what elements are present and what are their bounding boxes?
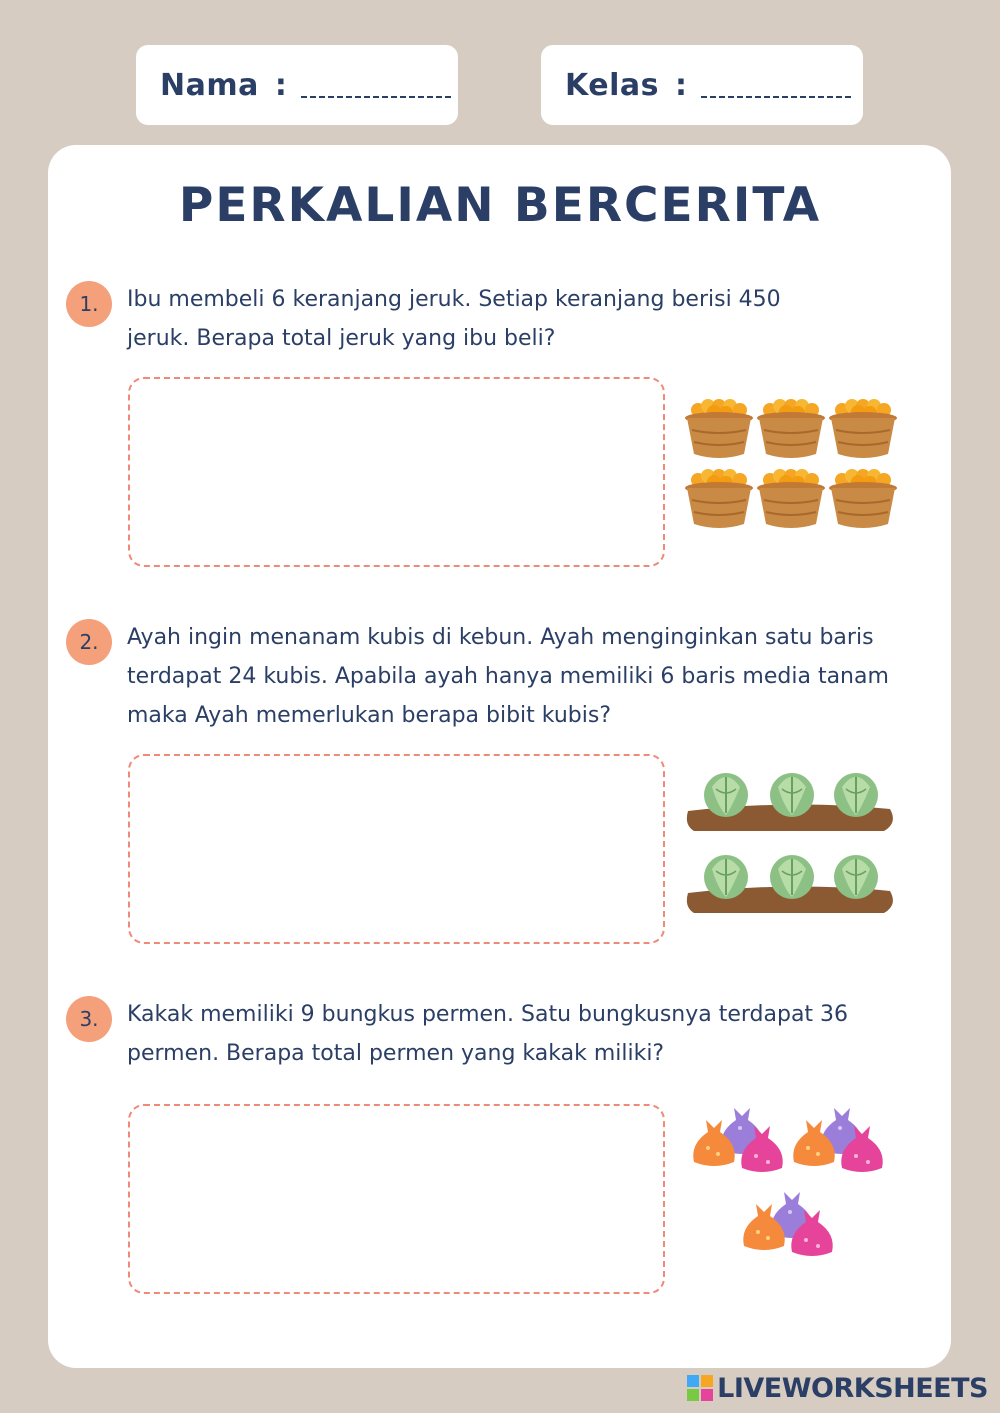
class-input-line[interactable] [701,96,853,98]
question-3-badge: 3. [66,996,112,1042]
answer-box-3[interactable] [128,1104,665,1294]
page-title: PERKALIAN BERCERITA [178,178,822,233]
name-input-line[interactable] [301,96,453,98]
answer-box-1[interactable] [128,377,665,567]
name-field-box [136,45,458,125]
question-2-text: Ayah ingin menanam kubis di kebun. Ayah menginginkan satu baris terdapat 24 kubis. Apabila ayah hanya memiliki 6 baris media tanam maka Ayah memerlukan berapa bibit kubis? [127,625,889,728]
question-1-text: Ibu membeli 6 keranjang jeruk. Setiap keranjang berisi 450 jeruk. Berapa total jeruk yang ibu beli? [127,287,781,351]
cabbage-rows-icon [684,765,900,925]
question-3-text: Kakak memiliki 9 bungkus permen. Satu bungkusnya terdapat 36 permen. Berapa total permen yang kakak miliki? [127,1002,849,1066]
class-colon: : [674,67,687,103]
question-2-badge: 2. [66,619,112,665]
name-colon: : [274,67,287,103]
answer-box-2[interactable] [128,754,665,944]
orange-baskets-icon [684,396,900,536]
class-label: Kelas [565,67,659,103]
brand-name: LIVEWORKSHEETS [717,1372,988,1404]
question-1-badge: 1. [66,281,112,327]
footer-brand [687,1371,988,1405]
liveworksheets-logo-icon [687,1375,713,1401]
candy-bags-icon [690,1100,896,1270]
class-field-box [541,45,863,125]
name-label: Nama [160,67,259,103]
